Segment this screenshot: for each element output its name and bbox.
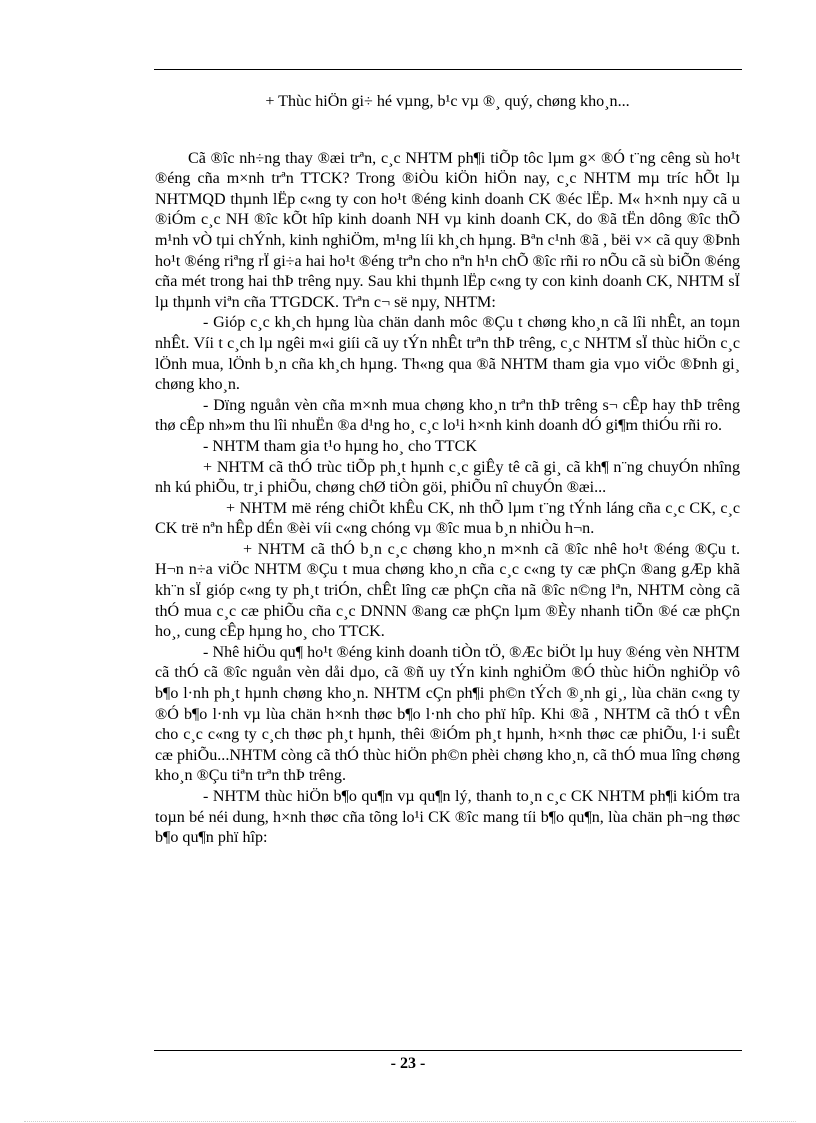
paragraph-3: - Gióp c¸c kh¸ch hµng lùa chän danh môc ®Çu t chøng kho¸n cã lîi nhÊt, an toµn nhÊt. Víi t c¸ch lµ ngêi m«i giíi cã uy tÝn nhÊt trªn thÞ trêng, c¸c NHTM sÏ thùc hiÖn c¸c lÖnh mua, lÖnh b¸n cña kh¸ch hµng. Th«ng qua ®ã NHTM tham gia vµo viÖc ®Þnh gi¸ chøng kho¸n.	[155, 314, 740, 394]
document-body	[155, 92, 740, 849]
paragraph-5: - NHTM tham gia t¹o hµng ho¸ cho TTCK	[203, 437, 477, 455]
paragraph-4: - Dïng nguån vèn cña m×nh mua chøng kho¸n trªn thÞ trêng s¬ cÊp hay thÞ trêng thø cÊp nh»m thu lîi nhuËn ®a d¹ng ho¸ c¸c lo¹i h×nh kinh doanh dÓ gi¶m thiÓu rñi ro.	[155, 396, 740, 435]
paragraph-8: + NHTM cã thÓ b¸n c¸c chøng kho¸n m×nh cã ®îc nhê ho¹t ®éng ®Çu t. H¬n n÷a viÖc NHTM ®Çu t mua chøng kho¸n cña c¸c c«ng ty cæ phÇn ®ang gÆp khã kh¨n sÏ gióp c«ng ty ph¸t triÓn, chÊt lîng cæ phÇn cña nã ®îc n©ng lªn, NHTM còng cã thÓ mua c¸c cæ phiÕu cña c¸c DNNN ®ang cæ phÇn lµm ®Èy nhanh tiÕn ®é cæ phÇn ho¸, cung cÊp hµng ho¸ cho TTCK.	[155, 540, 740, 641]
paragraph-9: - Nhê hiÖu qu¶ ho¹t ®éng kinh doanh tiÒn tÖ, ®Æc biÖt lµ huy ®éng vèn NHTM cã thÓ cã ®îc nguån vèn dåi dµo, cã ®ñ uy tÝn kinh nghiÖm ®Ó thùc hiÖn nghiÖp vô b¶o l·nh ph¸t hµnh chøng kho¸n. NHTM cÇn ph¶i ph©n tÝch ®¸nh gi¸, lùa chän c«ng ty ®Ó b¶o l·nh vµ lùa chän h×nh thøc b¶o l·nh cho phï hîp. Khi ®ã , NHTM cã thÓ t vÊn cho c¸c c«ng ty c¸ch thøc ph¸t hµnh, thêi ®iÓm ph¸t hµnh, h×nh thøc cæ phiÕu, l·i suÊt cæ phiÕu...NHTM còng cã thÓ thùc hiÖn ph©n phèi chøng kho¸n, cã thÓ mua lîng chøng kho¸n ®Çu tiªn trªn thÞ trêng.	[155, 643, 740, 785]
page-number: - 23 -	[390, 1055, 426, 1072]
paragraph-6: + NHTM cã thÓ trùc tiÕp ph¸t hµnh c¸c giÊy tê cã gi¸ cã kh¶ n¨ng chuyÓn nhîng nh kú phiÕu, tr¸i phiÕu, chøng chØ tiÒn göi, phiÕu nî chuyÓn ®æi...	[155, 458, 740, 497]
footer-rule	[154, 1050, 742, 1051]
paragraph-1: + Thùc hiÖn gi÷ hé vµng, b¹c vµ ®¸ quý, chøng kho¸n...	[265, 93, 630, 110]
paragraph-2: Cã ®îc nh÷ng thay ®æi trªn, c¸c NHTM ph¶i tiÕp tôc lµm g× ®Ó t¨ng cêng sù ho¹t ®éng cña m×nh trªn TTCK? Trong ®iÒu kiÖn hiÖn nay, c¸c NHTM mµ tríc hÕt lµ NHTMQD thµnh lËp c«ng ty con ho¹t ®éng kinh doanh CK ®éc lËp. M« h×nh nµy cã u ®iÓm c¸c NH ®îc kÕt hîp kinh doanh NH vµ kinh doanh CK, do ®ã tËn dông ®îc thÕ m¹nh vÒ tµi chÝnh, kinh nghiÖm, m¹ng líi kh¸ch hµng. Bªn c¹nh ®ã , bëi v× cã quy ®Þnh ho¹t ®éng riªng rÏ gi÷a hai ho¹t ®éng trªn cho nªn h¹n chÕ ®îc rñi ro nÕu cã sù biÕn ®éng cña mét trong hai thÞ trêng nµy. Sau khi thµnh lËp c«ng ty con kinh doanh CK, NHTM sÏ lµ thµnh viªn cña TTGDCK. Trªn c¬ së nµy, NHTM:	[155, 149, 740, 311]
header-rule	[154, 69, 742, 70]
paragraph-7: + NHTM më réng chiÕt khÊu CK, nh thÕ lµm t¨ng tÝnh láng cña c¸c CK, c¸c CK trë nªn hÊp dÉn ®èi víi c«ng chóng vµ ®îc mua b¸n nhiÒu h¬n.	[155, 499, 740, 538]
page-border	[24, 1121, 796, 1122]
paragraph-10: - NHTM thùc hiÖn b¶o qu¶n vµ qu¶n lý, thanh to¸n c¸c CK NHTM ph¶i kiÓm tra toµn bé néi dung, h×nh thøc cña tõng lo¹i CK ®îc mang tíi b¶o qu¶n, lùa chän ph¬ng thøc b¶o qu¶n phï hîp:	[155, 788, 740, 847]
